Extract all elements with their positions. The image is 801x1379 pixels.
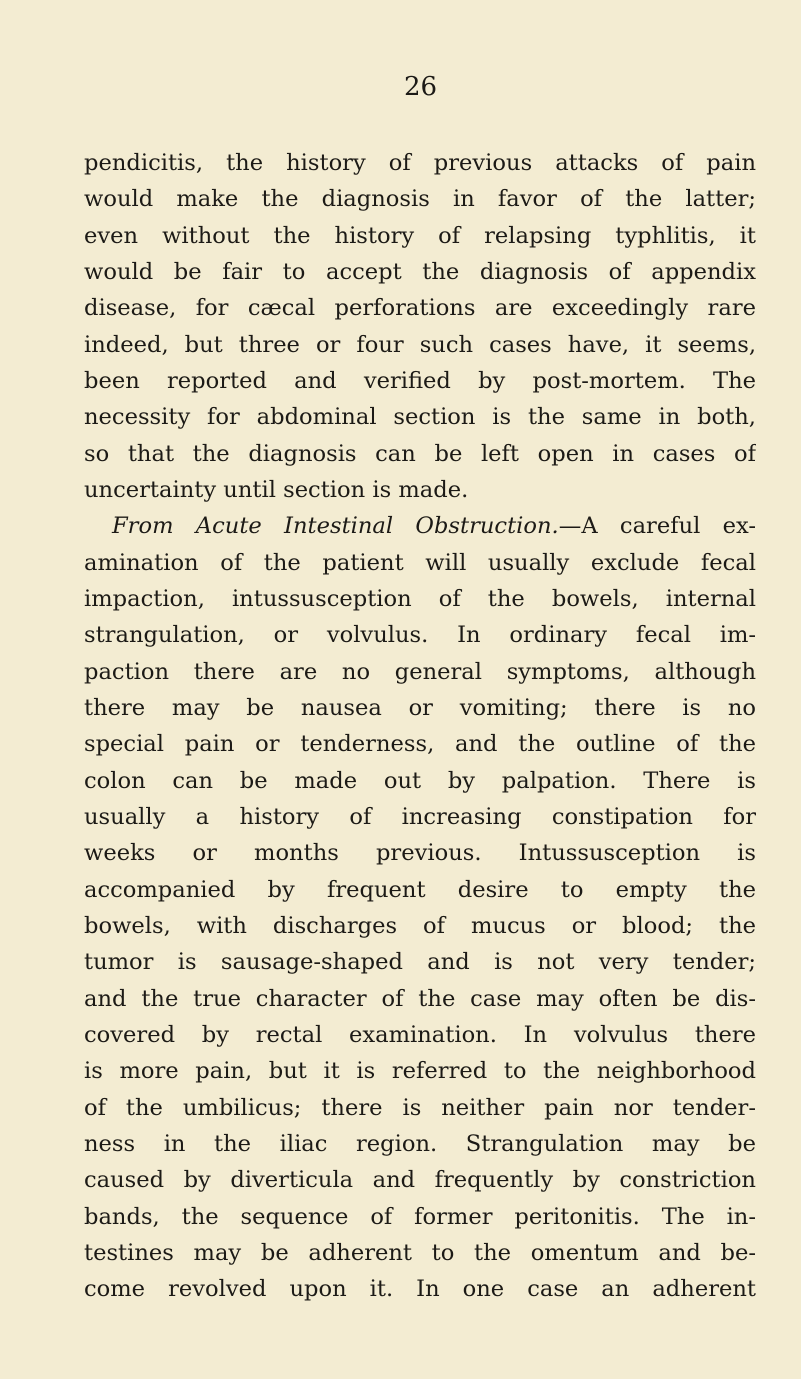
text-line: usually a history of increasing constipation for bbox=[84, 803, 756, 830]
text-line: been reported and verified by post-mortem. The bbox=[84, 367, 756, 394]
text-line: bands, the sequence of former peritonitis. The in- bbox=[84, 1203, 756, 1230]
text-line: strangulation, or volvulus. In ordinary fecal im- bbox=[84, 622, 756, 649]
text-line-section-heading bbox=[84, 508, 756, 544]
text-line: pendicitis, the history of previous attacks of pain bbox=[84, 150, 756, 176]
text-line: impaction, intussusception of the bowels, internal bbox=[84, 585, 756, 612]
text-line: accompanied by frequent desire to empty the bbox=[84, 876, 756, 903]
text-line: disease, for cæcal perforations are exceedingly rare bbox=[84, 295, 756, 322]
section-heading-continuation: —A careful ex- bbox=[558, 513, 756, 540]
text-line: ness in the iliac region. Strangulation may be bbox=[84, 1130, 756, 1157]
text-line: weeks or months previous. Intussusception is bbox=[84, 840, 756, 867]
text-line: caused by diverticula and frequently by constriction bbox=[84, 1167, 756, 1194]
text-line: is more pain, but it is referred to the neighborhood bbox=[84, 1058, 756, 1085]
section-heading-italic: From Acute Intestinal Obstruction. bbox=[112, 513, 559, 540]
text-line: and the true character of the case may often be dis- bbox=[84, 985, 756, 1012]
text-line: so that the diagnosis can be left open in cases of bbox=[84, 440, 756, 467]
text-line: of the umbilicus; there is neither pain nor tender- bbox=[84, 1094, 756, 1121]
body-text bbox=[84, 145, 756, 1308]
text-line: testines may be adherent to the omentum and be- bbox=[84, 1239, 756, 1266]
text-line: necessity for abdominal section is the same in both, bbox=[84, 404, 756, 431]
text-line: there may be nausea or vomiting; there is no bbox=[84, 694, 756, 721]
text-line: come revolved upon it. In one case an adherent bbox=[84, 1276, 756, 1303]
text-line-paragraph-end: uncertainty until section is made. bbox=[84, 476, 469, 503]
text-line: covered by rectal examination. In volvulus there bbox=[84, 1021, 756, 1048]
text-line: bowels, with discharges of mucus or blood; the bbox=[84, 912, 756, 939]
text-line: indeed, but three or four such cases have, it seems, bbox=[84, 331, 756, 358]
text-line: paction there are no general symptoms, although bbox=[84, 658, 756, 685]
text-line: colon can be made out by palpation. There is bbox=[84, 767, 756, 794]
text-line: would be fair to accept the diagnosis of appendix bbox=[84, 258, 756, 285]
text-line: special pain or tenderness, and the outline of the bbox=[84, 731, 756, 758]
text-line: tumor is sausage-shaped and is not very tender; bbox=[84, 949, 756, 976]
text-line: even without the history of relapsing typhlitis, it bbox=[84, 222, 756, 249]
text-line: would make the diagnosis in favor of the latter; bbox=[84, 186, 756, 213]
text-line: amination of the patient will usually exclude fecal bbox=[84, 549, 756, 576]
page-number: 26 bbox=[403, 72, 438, 102]
